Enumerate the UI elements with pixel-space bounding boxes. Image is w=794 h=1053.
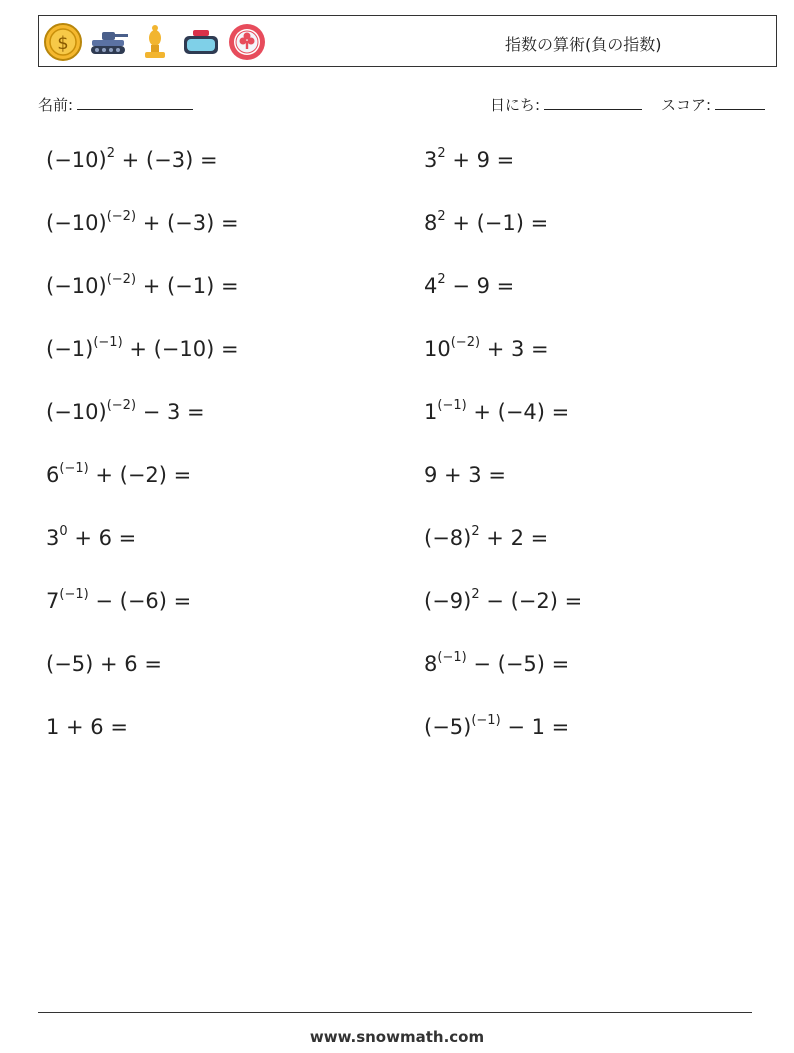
- problem-10: $1^{(-1)} + (-4)$ =: [424, 398, 570, 424]
- vr-headset-icon: [181, 22, 221, 62]
- chess-bishop-icon: [135, 22, 175, 62]
- problem-15: $7^{(-1)} - (-6)$ =: [46, 587, 192, 613]
- problem-3: $(-10)^{(-2)} + (-3)$ =: [46, 209, 239, 235]
- icon-row: [43, 22, 267, 62]
- problem-12: 9 + 3 =: [424, 463, 506, 487]
- problem-1: $(-10)^2 + (-3)$ =: [46, 146, 218, 172]
- tank-icon: [89, 22, 129, 62]
- name-blank[interactable]: [77, 95, 193, 110]
- poker-chip-icon: [227, 22, 267, 62]
- date-blank[interactable]: [544, 95, 642, 110]
- date-label: 日にち:: [490, 96, 541, 114]
- footer-url[interactable]: www.snowmath.com: [309, 1028, 485, 1046]
- score-blank[interactable]: [715, 95, 765, 110]
- header-box: [38, 15, 777, 67]
- name-field: [38, 94, 193, 115]
- problem-16: $(-9)^2 - (-2)$ =: [424, 587, 583, 613]
- problem-9: $(-10)^{(-2)} - 3$ =: [46, 398, 205, 424]
- problem-13: $3^0 + 6$ =: [46, 524, 137, 550]
- date-field: [490, 94, 642, 115]
- footer-divider: [38, 1012, 752, 1013]
- problem-14: $(-8)^2 + 2$ =: [424, 524, 549, 550]
- problem-7: $(-1)^{(-1)} + (-10)$ =: [46, 335, 239, 361]
- problem-2: $3^2 + 9$ =: [424, 146, 515, 172]
- problem-4: $8^2 + (-1)$ =: [424, 209, 549, 235]
- coin-icon: [43, 22, 83, 62]
- problem-8: $10^{(-2)} + 3$ =: [424, 335, 549, 361]
- problem-17: (−5) + 6 =: [46, 652, 162, 676]
- svg-text:$: $: [57, 33, 69, 54]
- problem-19: 1 + 6 =: [46, 715, 128, 739]
- problem-5: $(-10)^{(-2)} + (-1)$ =: [46, 272, 239, 298]
- problem-6: $4^2 - 9$ =: [424, 272, 515, 298]
- problem-20: $(-5)^{(-1)} - 1$ =: [424, 713, 570, 739]
- score-label: スコア:: [661, 96, 712, 114]
- name-label: 名前:: [38, 96, 74, 114]
- score-field: [661, 94, 765, 115]
- problem-11: $6^{(-1)} + (-2)$ =: [46, 461, 192, 487]
- worksheet-title: 指数の算術(負の指数): [505, 35, 662, 54]
- problem-18: $8^{(-1)} - (-5)$ =: [424, 650, 570, 676]
